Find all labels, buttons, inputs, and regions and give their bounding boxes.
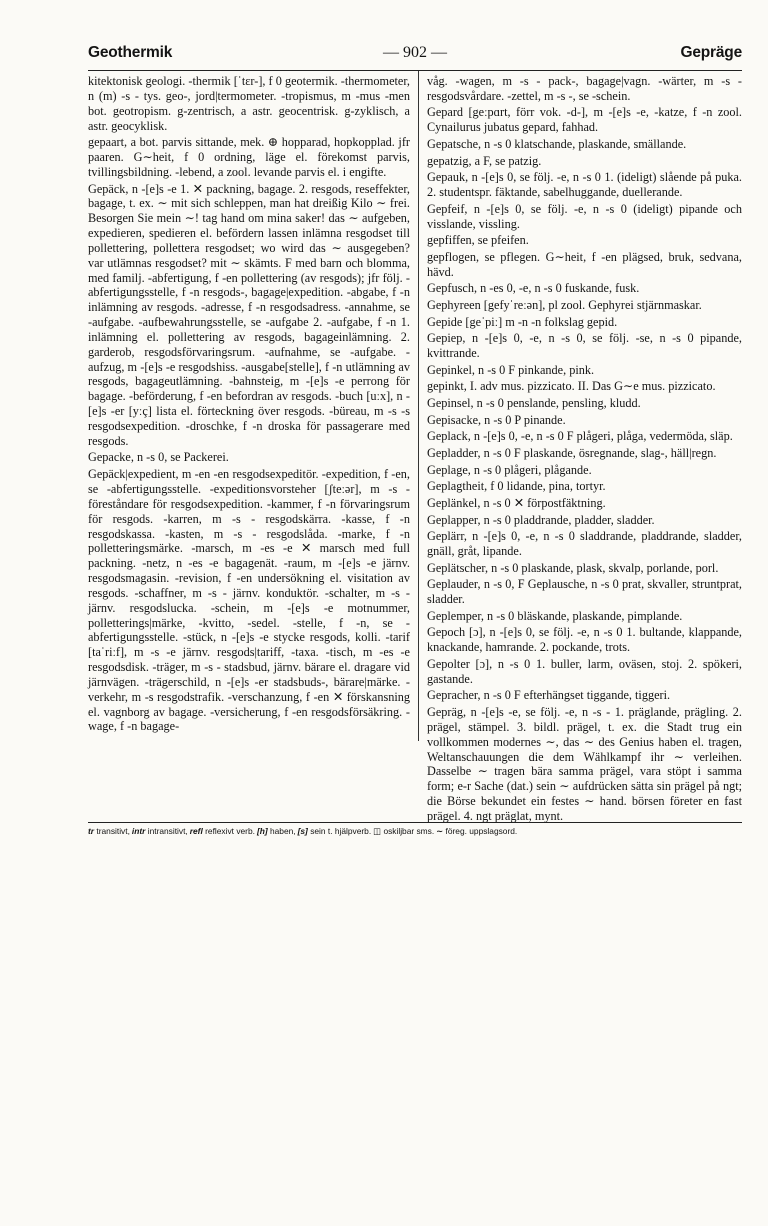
dictionary-entry: Gepäck, n -[e]s -e 1. ✕ packning, bagage. 2. resgods, reseffekter, bagage, t. ex. ∼ mit sich schleppen, man hat dreißig Kilo ∼ frei. Besorgen Sie mein ∼! tag hand om mina saker! das ∼ aufgeben, expedieren, spedieren el. befördern lassen inlämna resgodset till pollettering, pollettera resgodset; wo wird das ∼ ausgegeben? var utlämnas resgodset? mit ∼ skämts. F med barn och blomma, med familj. -abfertigung, f -en pollettering (av resgods); jfr följ. -abfertigungsstelle, f -n resgods-, bagage|expedition. -abgabe, f -n inlämning av resgods. -adresse, f -n resgodsadress. -annahme, se -aufgabe. -aufbewahrungsstelle, se -aufgabe 2. -aufgabe, f -n 1. inlämning el. pollettering av resgods, bagageinlämning. 2. garderob, resgodsförvaringsrum. -aufnahme, se -aufgabe. -aufzug, m -[e]s -e resgodshiss. -ausgabe[stelle], f -n utlämning av resgods, bagageutlämning. -bahnsteig, m -[e]s -e perrong för bagage. -beförderung, f -en befordran av resgods. -buch [uːx], n -[e]s -er [yːç] lista el. förteckning över resgods. -büreau, m -s -s resgodsexpedition. -droschke, f -n droska för passagerare med resgods. xyxy=(88,181,410,448)
dictionary-entry: Gepäck|expedient, m -en -en resgodsexpeditör. -expedition, f -en, se -abfertigungsstelle. -expeditionsvorsteher [ʃteːər], m -s - föreståndare för resgodsexpedition. -kammer, f -n förvaringsrum för resgods. -karren, m -s - resgodskärra. -kasse, f -n resgodskassa. -kasten, m -s - resgodslåda. -marke, f -n polletteringsmärke. -marsch, m -es -e ✕ marsch med full packning. -netz, n -es -e bagagenät. -raum, m -[e]s -e järnv. resgodsmagasin. -revision, f -en undersökning el. visitation av resgods. -schaffner, m -s - järnv. konduktör. -schalter, m -s - järnv. resgodslucka. -schein, m -[e]s -e motnummer, polletterings|märke, -kvitto, -sedel. -stelle, f -n, se -abfertigungsstelle. -stück, n -[e]s -e stycke resgods, kolli. -tarif [taˈriːf], m -s -e järnv. resgods|tariff, -taxa. -tisch, m -es -e resgodsdisk. -träger, m -s - stadsbud, järnv. bärare el. dragare vid järnvägen. -trägerschild, n -[e]s -er stadsbuds-, bärare|märke. -verkehr, m -s resgodstrafik. -verschanzung, f -en ✕ förskansning el. vagnborg av bagage. -versicherung, f -en resgodsförsäkring. -wage, f -n bagage- xyxy=(88,467,410,734)
abbreviation-key: refl reflexivt verb. xyxy=(189,826,255,836)
dictionary-entry: Gepiep, n -[e]s 0, -e, n -s 0, se följ. -se, n -s 0 pipande, kvittrande. xyxy=(427,331,742,361)
dictionary-entry: kitektonisk geologi. -thermik [ˈtɛr-], f 0 geotermik. -thermometer, n (m) -s - tys. geo-, jord|termometer. -tropismus, m -mus -men bot. geotropism. g-zentrisch, a astr. geocentrisk. g-zyklisch, a astr. geocyklisk. xyxy=(88,74,410,133)
dictionary-entry: Gepard [geːpɑrt, förr vok. -d-], m -[e]s -e, -katze, f -n zool. Cynailurus jubatus gepard, fahhad. xyxy=(427,105,742,135)
right-column xyxy=(427,74,742,824)
dictionary-entry: Geplagtheit, f 0 lidande, pina, tortyr. xyxy=(427,479,606,494)
dictionary-entry: gepaart, a bot. parvis sittande, mek. ⊕ hopparad, hopkopplad. jfr paaren. G∼heit, f 0 ordning, läge el. förekomst parvis, tvillingsbildning. -lebend, a zool. levande parvis el. i engifte. xyxy=(88,135,410,179)
abbreviation-key: [h] haben, xyxy=(256,826,296,836)
dictionary-entry: våg. -wagen, m -s - pack-, bagage|vagn. -wärter, m -s - resgodsvårdare. -zettel, m -s -, se -schein. xyxy=(427,74,742,103)
dictionary-entry: Gepoch [ɔ], n -[e]s 0, se följ. -e, n -s 0 1. bultande, klappande, knackande, hamrande. 2. pockande, trots. xyxy=(427,625,742,655)
page-number: — 902 — xyxy=(383,44,447,61)
dictionary-entry: Gepinkel, n -s 0 F pinkande, pink. xyxy=(427,362,595,377)
column-divider xyxy=(418,71,419,741)
dictionary-entry: Geplapper, n -s 0 pladdrande, pladder, sladder. xyxy=(427,512,655,527)
dictionary-entry: Gepacke, n -s 0, se Packerei. xyxy=(88,450,229,465)
abbreviation-key: ◫ oskiljbar sms. xyxy=(373,826,435,836)
dictionary-entry: Gepfusch, n -es 0, -e, n -s 0 fuskande, fusk. xyxy=(427,281,640,296)
dictionary-entry: Geplätscher, n -s 0 plaskande, plask, skvalp, porlande, porl. xyxy=(427,560,719,575)
dictionary-entry: Gepide [geˈpiː] m -n -n folkslag gepid. xyxy=(427,314,618,329)
dictionary-entry: Gepauk, n -[e]s 0, se följ. -e, n -s 0 1. (ideligt) slående på puka. 2. studentspr. fäktande, sabelhuggande, duellerande. xyxy=(427,170,742,200)
dictionary-entry: Geplärr, n -[e]s 0, -e, n -s 0 sladdrande, pladdrande, sladder, gnäll, gråt, lipande. xyxy=(427,529,742,558)
dictionary-entry: Gepladder, n -s 0 F plaskande, ösregnande, slag-, häll|regn. xyxy=(427,445,717,460)
dictionary-entry: Gepräg, n -[e]s -e, se följ. -e, n -s - 1. präglande, prägling. 2. prägel, stämpel. 3. bildl. prägel, t. ex. die Stadt trug ein vollkommen modernes ∼, das ∼ des Genius haben el. tragen, Weltanschauungen die dem Wählkampf ihr ∼ verleihen. Dasselbe ∼ tragen bära samma prägel, vara stöpt i samma form; e-r Sache (dat.) sein ∼ aufdrücken sätta sin prägel på ngt; die Börse bekundet ein festes ∼ hand. börsen företer en fast prägel. 4. ngt präglat, mynt. xyxy=(427,705,742,823)
dictionary-entry: Gepatsche, n -s 0 klatschande, plaskande, smällande. xyxy=(427,136,687,151)
header-rule xyxy=(88,70,742,71)
dictionary-entry: Gepfeif, n -[e]s 0, se följ. -e, n -s 0 (ideligt) pipande och visslande, vissling. xyxy=(427,201,742,231)
dictionary-entry: Geplage, n -s 0 plågeri, plågande. xyxy=(427,462,592,477)
abbreviation-key: tr transitivt, xyxy=(88,826,130,836)
dictionary-entry: Gepolter [ɔ], n -s 0 1. buller, larm, oväsen, stoj. 2. spökeri, gastande. xyxy=(427,656,742,686)
guide-word-left: Geothermik xyxy=(88,44,173,61)
abbreviation-key: [s] sein t. hjälpverb. xyxy=(297,826,372,836)
dictionary-entry: Geplänkel, n -s 0 ✕ förpostfäktning. xyxy=(427,495,606,510)
dictionary-entry: Gepinsel, n -s 0 penslande, pensling, kludd. xyxy=(427,396,641,411)
left-column xyxy=(88,74,410,734)
dictionary-entry: gepflogen, se pflegen. G∼heit, f -en plägsed, bruk, sedvana, hävd. xyxy=(427,249,742,279)
dictionary-entry: Gephyreen [gefyˈreːən], pl zool. Gephyrei stjärnmaskar. xyxy=(427,297,702,312)
guide-word-right: Gepräge xyxy=(680,44,742,61)
dictionary-entry: Geplauder, n -s 0, F Geplausche, n -s 0 prat, skvaller, struntprat, sladder. xyxy=(427,577,742,607)
abbreviation-key: ∼ föreg. uppslagsord. xyxy=(436,826,518,836)
dictionary-entry: gepatzig, a F, se patzig. xyxy=(427,153,542,168)
dictionary-entry: Geplemper, n -s 0 bläskande, plaskande, pimplande. xyxy=(427,608,683,623)
dictionary-entry: Geplack, n -[e]s 0, -e, n -s 0 F plågeri, plåga, vedermöda, släp. xyxy=(427,429,733,444)
footer-rule xyxy=(88,822,742,823)
dictionary-entry: gepfiffen, se pfeifen. xyxy=(427,233,529,248)
page-header xyxy=(88,44,742,70)
abbreviation-footer xyxy=(88,826,742,836)
dictionary-entry: Gepracher, n -s 0 F efterhängset tiggande, tiggeri. xyxy=(427,688,671,703)
dictionary-entry: Gepisacke, n -s 0 P pinande. xyxy=(427,412,566,427)
abbreviation-key: intr intransitivt, xyxy=(131,826,188,836)
dictionary-entry: gepinkt, I. adv mus. pizzicato. II. Das G∼e mus. pizzicato. xyxy=(427,379,716,394)
